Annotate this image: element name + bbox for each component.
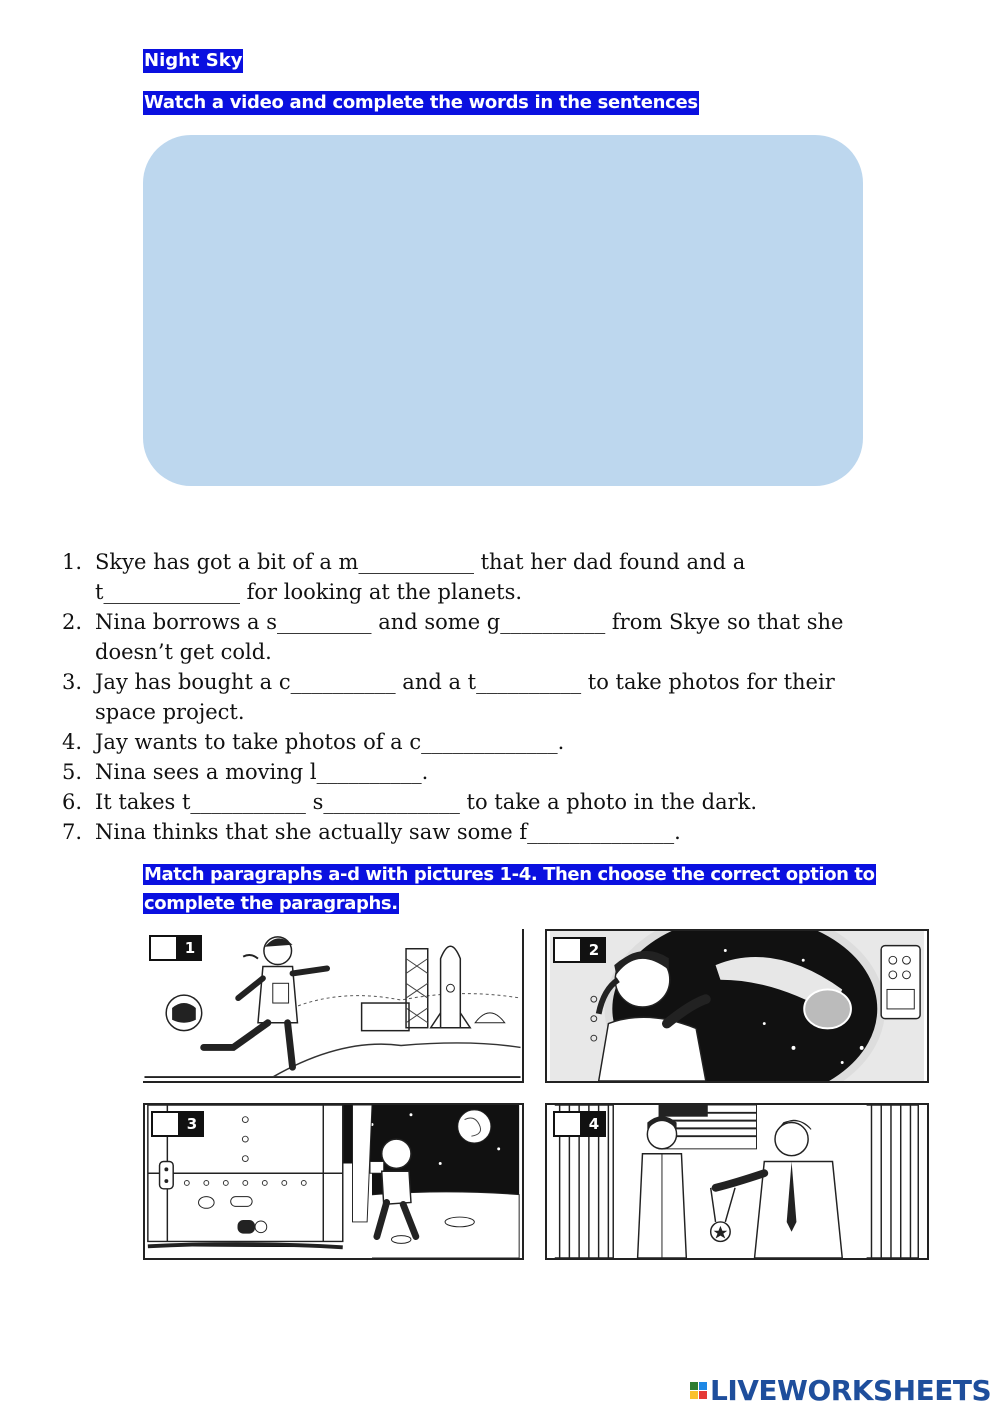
answer-box[interactable]	[553, 937, 582, 963]
footer	[690, 1374, 991, 1407]
question-item: 4. Jay wants to take photos of a c_____________.	[62, 727, 932, 757]
question-text: Jay wants to take photos of a c_____________.	[95, 730, 565, 754]
question-list	[62, 547, 932, 847]
answer-box[interactable]	[151, 1111, 180, 1137]
picture-number-1: 1	[149, 935, 202, 961]
picture-number-2: 2	[553, 937, 606, 963]
picture-2	[545, 929, 929, 1083]
question-item: 2. Nina borrows a s_________ and some g__________ from Skye so that she doesn’t get cold.	[62, 607, 932, 667]
question-text: Nina thinks that she actually saw some f______________.	[95, 820, 681, 844]
question-item: 6. It takes t___________ s_____________ to take a photo in the dark.	[62, 787, 932, 817]
picture-number-3: 3	[151, 1111, 204, 1137]
picture-3	[143, 1103, 524, 1260]
liveworksheets-logo-icon	[690, 1382, 707, 1399]
question-text: Skye has got a bit of a m___________ that her dad found and a t_____________ for looking at the planets.	[95, 550, 746, 604]
answer-box[interactable]	[553, 1111, 582, 1137]
question-item: 1. Skye has got a bit of a m___________ that her dad found and a t_____________ for looking at the planets.	[62, 547, 932, 607]
page-title: Night Sky	[144, 50, 243, 71]
question-text: Nina sees a moving l__________.	[95, 760, 429, 784]
instruction-match: Match paragraphs a-d with pictures 1-4. Then choose the correct option to complete the paragraphs.	[144, 864, 875, 914]
answer-box[interactable]	[149, 935, 178, 961]
brand-name: LIVEWORKSHEETS	[710, 1374, 992, 1407]
picture-1	[143, 929, 524, 1083]
picture-4	[545, 1103, 929, 1260]
question-item: 3. Jay has bought a c__________ and a t__________ to take photos for their space project.	[62, 667, 932, 727]
instruction-video: Watch a video and complete the words in the sentences	[144, 92, 698, 113]
question-text: Nina borrows a s_________ and some g__________ from Skye so that she doesn’t get cold.	[95, 610, 844, 664]
question-text: Jay has bought a c__________ and a t__________ to take photos for their space project.	[95, 670, 835, 724]
picture-number-4: 4	[553, 1111, 606, 1137]
question-text: It takes t___________ s_____________ to take a photo in the dark.	[95, 790, 758, 814]
question-item: 5. Nina sees a moving l__________.	[62, 757, 932, 787]
question-item: 7. Nina thinks that she actually saw some f______________.	[62, 817, 932, 847]
video-player[interactable]	[143, 135, 863, 486]
